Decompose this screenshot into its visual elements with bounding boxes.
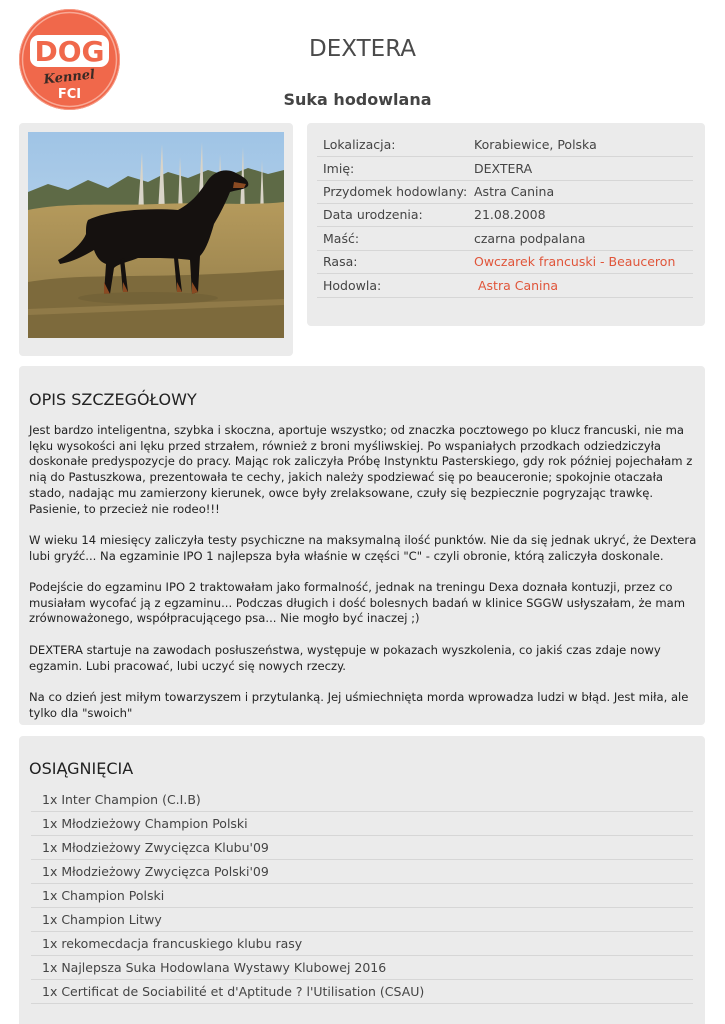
photo-panel bbox=[19, 123, 293, 356]
kennel-link[interactable]: Astra Canina bbox=[474, 278, 559, 293]
info-row-breed bbox=[317, 250, 693, 274]
info-label: Imię: bbox=[323, 161, 355, 176]
achievement-item: 1x Najlepsza Suka Hodowlana Wystawy Klubowej 2016 bbox=[31, 956, 693, 980]
description-paragraph: Podejście do egzaminu IPO 2 traktowałam jako formalność, jednak na treningu Dexa doznała kontuzji, przez co musiałam wycofać ją z egzaminu... Podczas długich i dość bolesnych badań w klinice SGGW usłyszałam, że mam zrównoważonego, współpracującego psa... Nie mogło być inaczej ;) bbox=[29, 580, 686, 626]
page-title: DEXTERA bbox=[309, 36, 416, 62]
page-subtitle: Suka hodowlana bbox=[283, 90, 432, 109]
logo-text-fci: FCI bbox=[57, 87, 82, 102]
description-paragraph: W wieku 14 miesięcy zaliczyła testy psychiczne na maksymalną ilość punktów. Nie da się jednak ukryć, że Dextera lubi gryźć... Na egzaminie IPO 1 najlepsza była właśnie w części "C" - czyli obronie, którą zaliczyła doskonale. bbox=[29, 532, 697, 563]
breed-link[interactable]: Owczarek francuski - Beauceron bbox=[474, 254, 676, 269]
info-label: Hodowla: bbox=[323, 278, 382, 293]
description-title: OPIS SZCZEGÓŁOWY bbox=[29, 390, 197, 409]
achievement-item: 1x Młodzieżowy Zwycięzca Polski'09 bbox=[31, 860, 693, 884]
info-row-birth-date bbox=[317, 203, 693, 227]
info-row-location bbox=[317, 133, 693, 157]
info-value: DEXTERA bbox=[474, 161, 533, 176]
info-row-name bbox=[317, 157, 693, 181]
info-label: Rasa: bbox=[323, 254, 358, 269]
info-row-color bbox=[317, 227, 693, 251]
logo-text-kennel: Kennel bbox=[42, 67, 96, 88]
achievements-panel bbox=[19, 736, 705, 1024]
info-label: Data urodzenia: bbox=[323, 207, 423, 222]
info-value: 21.08.2008 bbox=[474, 207, 546, 222]
dog-photo[interactable] bbox=[28, 132, 284, 338]
description-panel bbox=[19, 366, 705, 725]
achievement-item: 1x Certificat de Sociabilité et d'Aptitude ? l'Utilisation (CSAU) bbox=[31, 980, 693, 1004]
info-value: czarna podpalana bbox=[474, 231, 586, 246]
info-label: Maść: bbox=[323, 231, 360, 246]
info-panel bbox=[307, 123, 705, 326]
achievement-item: 1x Młodzieżowy Champion Polski bbox=[31, 812, 693, 836]
dog-photo-icon bbox=[28, 132, 284, 338]
info-row-kennel-prefix bbox=[317, 180, 693, 204]
achievement-item: 1x Inter Champion (C.I.B) bbox=[31, 788, 693, 812]
achievements-title: OSIĄGNIĘCIA bbox=[29, 759, 134, 778]
achievement-item: 1x Młodzieżowy Zwycięzca Klubu'09 bbox=[31, 836, 693, 860]
description-paragraph: Jest bardzo inteligentna, szybka i skoczna, aportuje wszystko; od znaczka pocztowego po klucz francuski, nie ma lęku wysokości ani lęku przed strzałem, również z broni myśliwskiej. Po wspaniałych przodkach odziedziczyła doskonałe predyspozycje do pracy. Mając rok zaliczyła Próbę Instynktu Pasterskiego, gdy rok później pojechałam z nią do Pastuszkowa, prezentowała te cechy, jakich należy spodziewać się po beauceronie; spokojnie otaczała stado, nadając mu zamierzony kierunek, owce były zrelaksowane, czuły się bezpiecznie pogryzając trawkę. Pasienie, to przecież nie rodeo!!! bbox=[29, 423, 693, 516]
description-paragraph: DEXTERA startuje na zawodach posłuszeństwa, występuje w pokazach wyszkolenia, co jakiś czas zdaje nowy egzamin. Lubi pracować, lubi uczyć się nowych rzeczy. bbox=[29, 642, 661, 673]
info-value: Korabiewice, Polska bbox=[474, 137, 597, 152]
achievement-item: 1x rekomecdacja francuskiego klubu rasy bbox=[31, 932, 693, 956]
info-row-kennel bbox=[317, 274, 693, 298]
info-value: Astra Canina bbox=[474, 184, 555, 199]
achievements-list bbox=[31, 788, 693, 1004]
description-paragraph: Na co dzień jest miłym towarzyszem i przytulanką. Jej uśmiechnięta morda wprowadza ludzi w błąd. Jest miła, ale tylko dla "swoich" bbox=[29, 689, 689, 720]
info-label: Lokalizacja: bbox=[323, 137, 396, 152]
achievement-item: 1x Champion Litwy bbox=[31, 908, 693, 932]
logo-text-dog: DOG bbox=[34, 35, 105, 68]
description-text bbox=[29, 423, 699, 737]
info-label: Przydomek hodowlany: bbox=[323, 184, 468, 199]
achievement-item: 1x Champion Polski bbox=[31, 884, 693, 908]
